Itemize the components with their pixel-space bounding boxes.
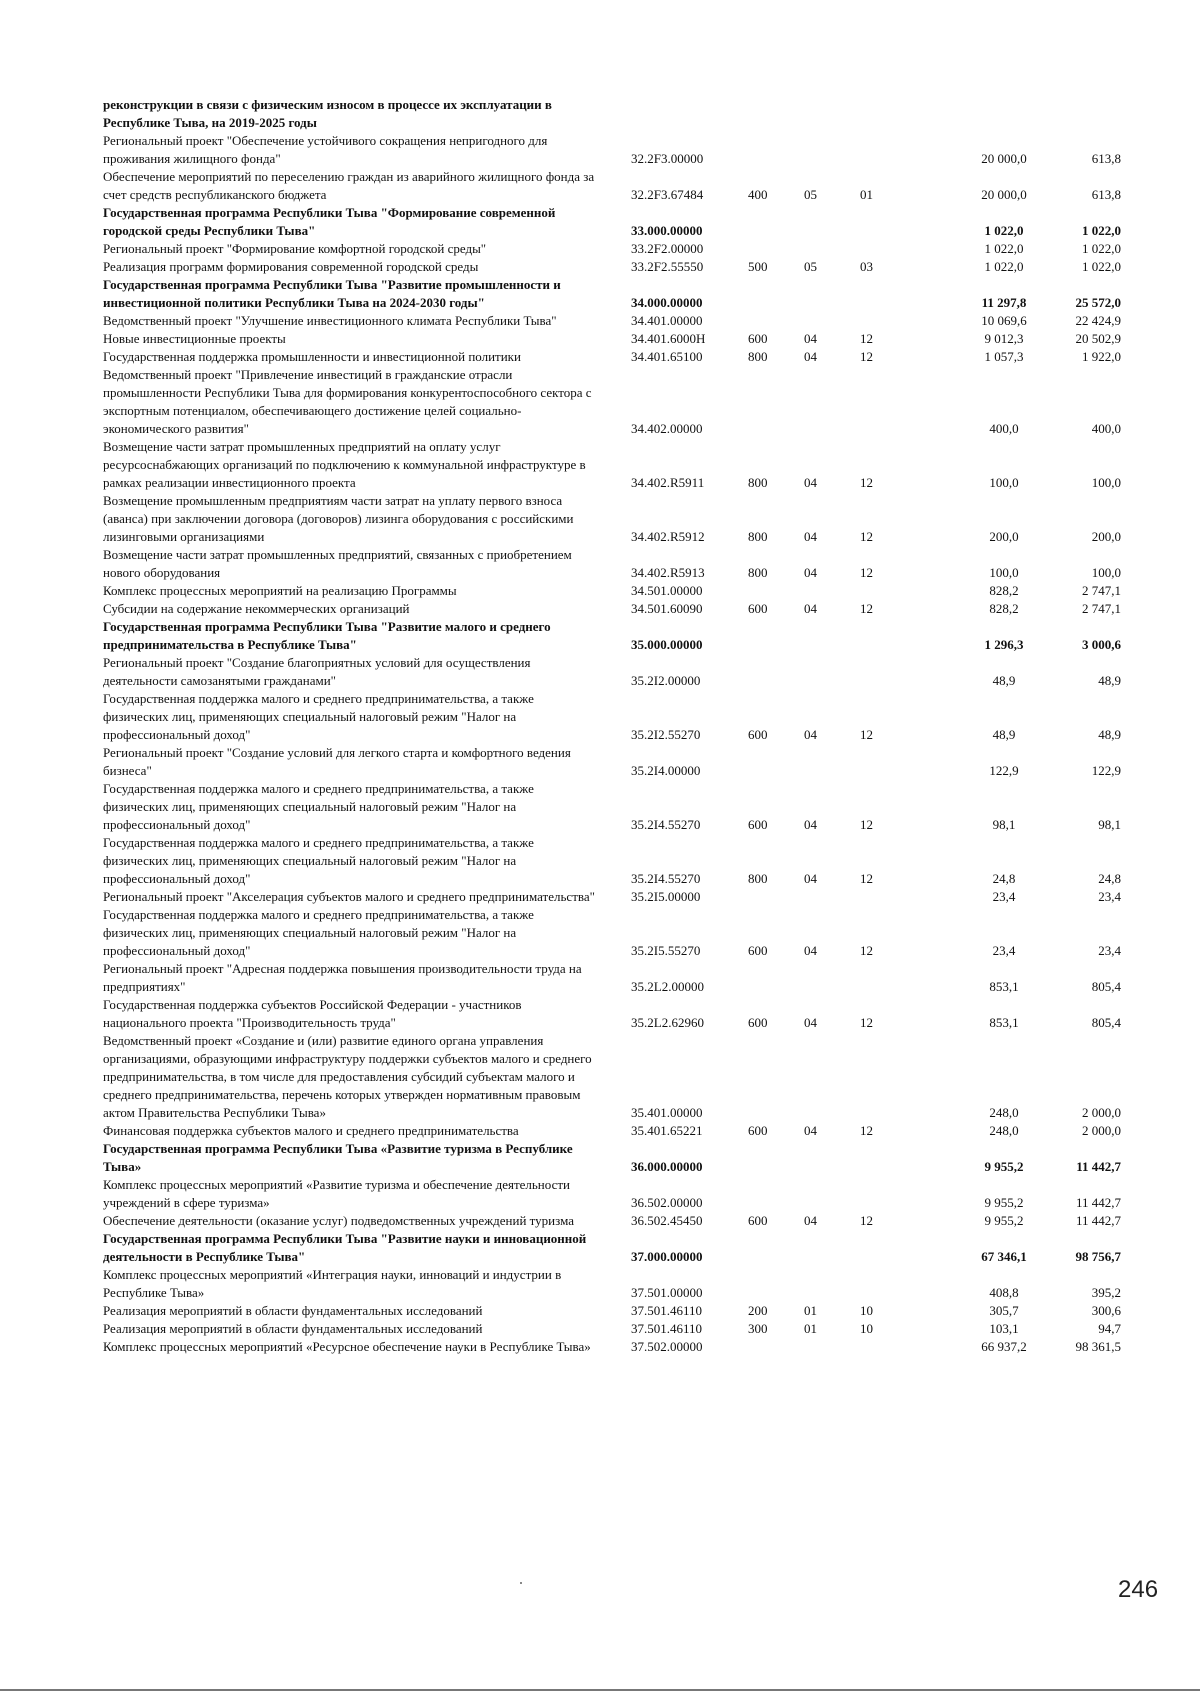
amount-year-2: 94,7 xyxy=(1098,1321,1121,1336)
section-code xyxy=(804,1140,860,1176)
subsection-code xyxy=(860,96,958,132)
subsection-code: 12 xyxy=(860,475,873,490)
expense-type-code: 600 xyxy=(748,817,768,832)
table-row xyxy=(103,780,1143,834)
subsection-code: 10 xyxy=(860,1321,873,1336)
amount-year-1: 103,1 xyxy=(989,1321,1019,1336)
target-article-code: 34.402.R5912 xyxy=(631,529,705,544)
amount-year-2: 100,0 xyxy=(1091,565,1121,580)
target-article-code: 35.2I4.55270 xyxy=(631,871,701,886)
row-name: Региональный проект "Обеспечение устойчивого сокращения непригодного для проживания жилищного фонда" xyxy=(103,133,548,166)
amount-year-2: 805,4 xyxy=(1091,1015,1121,1030)
section-code xyxy=(804,204,860,240)
amount-year-1: 408,8 xyxy=(989,1285,1019,1300)
amount-year-2: 1 922,0 xyxy=(1082,349,1121,364)
target-article-code: 35.2I2.00000 xyxy=(631,673,701,688)
subsection-code xyxy=(860,1032,958,1122)
scan-artifact xyxy=(520,1582,522,1584)
target-article-code: 33.2F2.00000 xyxy=(631,241,704,256)
target-article-code: 34.401.65100 xyxy=(631,349,703,364)
amount-year-1: 24,8 xyxy=(992,871,1016,886)
expense-type-code: 500 xyxy=(748,259,768,274)
row-name: Региональный проект "Создание условий для легкого старта и комфортного ведения бизнеса" xyxy=(103,745,571,778)
page-bottom-edge xyxy=(0,1689,1200,1691)
amount-year-1: 1 022,0 xyxy=(984,259,1024,274)
target-article-code: 35.2I5.00000 xyxy=(631,889,701,904)
amount-year-1: 9 955,2 xyxy=(984,1195,1024,1210)
target-article-code: 34.402.00000 xyxy=(631,421,703,436)
table-row xyxy=(103,546,1143,582)
amount-year-2: 11 442,7 xyxy=(1075,1195,1121,1210)
target-article-code: 35.2I4.55270 xyxy=(631,817,701,832)
row-name: Реализация программ формирования современной городской среды xyxy=(103,259,479,274)
amount-year-2: 2 747,1 xyxy=(1082,583,1121,598)
amount-year-2: 122,9 xyxy=(1091,763,1121,778)
section-code: 01 xyxy=(804,1303,817,1318)
amount-year-2: 3 000,6 xyxy=(1082,637,1121,652)
expense-type-code: 800 xyxy=(748,871,768,886)
table-body xyxy=(103,96,1143,1356)
subsection-code xyxy=(860,618,958,654)
row-name: Возмещение промышленным предприятиям части затрат на уплату первого взноса (аванса) при заключении договора (договоров) лизинга оборудования с российскими лизинговыми организациями xyxy=(103,493,574,544)
target-article-code: 34.402.R5911 xyxy=(631,475,705,490)
row-name: Государственная программа Республики Тыва «Развитие туризма в Республике Тыва» xyxy=(103,1141,573,1174)
expense-type-code xyxy=(748,1266,804,1302)
table-row xyxy=(103,1302,1143,1320)
amount-year-2: 400,0 xyxy=(1091,421,1121,436)
expense-type-code xyxy=(748,618,804,654)
target-article-code: 34.402.R5913 xyxy=(631,565,705,580)
subsection-code: 12 xyxy=(860,1123,873,1138)
amount-year-1: 23,4 xyxy=(992,889,1016,904)
amount-year-2: 11 442,7 xyxy=(1076,1159,1121,1174)
section-code xyxy=(804,888,860,906)
table-row xyxy=(103,600,1143,618)
expense-type-code xyxy=(748,888,804,906)
amount-year-1: 20 000,0 xyxy=(981,151,1027,166)
subsection-code: 12 xyxy=(860,943,873,958)
table-row xyxy=(103,1140,1143,1176)
amount-year-2: 200,0 xyxy=(1091,529,1121,544)
section-code: 04 xyxy=(804,943,817,958)
section-code xyxy=(804,96,860,132)
table-row xyxy=(103,438,1143,492)
target-article-code: 37.502.00000 xyxy=(631,1339,703,1354)
section-code: 01 xyxy=(804,1321,817,1336)
row-name: Реализация мероприятий в области фундаментальных исследований xyxy=(103,1303,483,1318)
subsection-code: 12 xyxy=(860,1015,873,1030)
subsection-code xyxy=(860,960,958,996)
target-article-code: 37.000.00000 xyxy=(631,1249,703,1264)
table-row xyxy=(103,654,1143,690)
expense-type-code: 200 xyxy=(748,1303,768,1318)
amount-year-2: 24,8 xyxy=(1098,871,1121,886)
amount-year-2: 613,8 xyxy=(1091,151,1121,166)
amount-year-2: 1 022,0 xyxy=(1082,241,1121,256)
subsection-code xyxy=(860,1230,958,1266)
expense-type-code xyxy=(748,240,804,258)
target-article-code: 34.501.60090 xyxy=(631,601,703,616)
table-row xyxy=(103,1176,1143,1212)
amount-year-2: 805,4 xyxy=(1091,979,1121,994)
row-name: Государственная программа Республики Тыва "Формирование современной городской среды Республики Тыва" xyxy=(103,205,556,238)
section-code xyxy=(804,312,860,330)
target-article-code: 34.401.00000 xyxy=(631,313,703,328)
subsection-code: 01 xyxy=(860,187,873,202)
amount-year-2: 613,8 xyxy=(1091,187,1121,202)
target-article-code: 32.2F3.00000 xyxy=(631,151,704,166)
subsection-code xyxy=(860,744,958,780)
amount-year-1: 1 022,0 xyxy=(984,223,1024,238)
amount-year-1: 10 069,6 xyxy=(981,313,1027,328)
subsection-code: 12 xyxy=(860,727,873,742)
subsection-code: 12 xyxy=(860,601,873,616)
section-code: 04 xyxy=(804,349,817,364)
section-code xyxy=(804,1266,860,1302)
table-row xyxy=(103,312,1143,330)
table-row xyxy=(103,690,1143,744)
amount-year-2: 98 361,5 xyxy=(1075,1339,1121,1354)
table-row xyxy=(103,366,1143,438)
expense-type-code: 800 xyxy=(748,529,768,544)
expense-type-code xyxy=(748,1230,804,1266)
budget-table xyxy=(103,96,1143,1356)
target-article-code: 35.000.00000 xyxy=(631,637,703,652)
section-code: 04 xyxy=(804,1123,817,1138)
section-code: 04 xyxy=(804,601,817,616)
section-code xyxy=(804,1230,860,1266)
expense-type-code xyxy=(748,366,804,438)
table-row xyxy=(103,1230,1143,1266)
subsection-code: 12 xyxy=(860,817,873,832)
target-article-code: 33.2F2.55550 xyxy=(631,259,704,274)
section-code: 04 xyxy=(804,727,817,742)
subsection-code xyxy=(860,1338,958,1356)
target-article-code: 35.401.00000 xyxy=(631,1105,703,1120)
target-article-code: 35.2I5.55270 xyxy=(631,943,701,958)
subsection-code xyxy=(860,888,958,906)
expense-type-code: 600 xyxy=(748,601,768,616)
section-code: 05 xyxy=(804,187,817,202)
amount-year-1: 1 022,0 xyxy=(984,241,1024,256)
table-row xyxy=(103,348,1143,366)
row-name: Государственная программа Республики Тыва "Развитие промышленности и инвестиционной политики Республики Тыва на 2024-2030 годы" xyxy=(103,277,561,310)
target-article-code xyxy=(623,96,748,132)
amount-year-2: 2 000,0 xyxy=(1082,1123,1121,1138)
amount-year-1: 23,4 xyxy=(992,943,1016,958)
amount-year-2: 98,1 xyxy=(1098,817,1121,832)
target-article-code: 35.2L2.00000 xyxy=(631,979,704,994)
row-name: Государственная поддержка промышленности и инвестиционной политики xyxy=(103,349,521,364)
expense-type-code xyxy=(748,1032,804,1122)
amount-year-1: 122,9 xyxy=(989,763,1019,778)
row-name: Региональный проект "Создание благоприятных условий для осуществления деятельности самозанятыми гражданами" xyxy=(103,655,531,688)
section-code xyxy=(804,618,860,654)
row-name: Государственная программа Республики Тыва "Развитие науки и инновационной деятельности в Республике Тыва" xyxy=(103,1231,587,1264)
expense-type-code: 800 xyxy=(748,349,768,364)
amount-year-2: 1 022,0 xyxy=(1082,223,1121,238)
subsection-code: 03 xyxy=(860,259,873,274)
amount-year-1: 98,1 xyxy=(992,817,1016,832)
amount-year-2 xyxy=(1050,96,1143,132)
amount-year-1: 9 012,3 xyxy=(984,331,1024,346)
section-code xyxy=(804,1032,860,1122)
expense-type-code xyxy=(748,276,804,312)
amount-year-1: 853,1 xyxy=(989,979,1019,994)
subsection-code xyxy=(860,1266,958,1302)
amount-year-1: 48,9 xyxy=(992,673,1016,688)
amount-year-1: 9 955,2 xyxy=(984,1213,1024,1228)
target-article-code: 37.501.46110 xyxy=(631,1321,703,1336)
table-row xyxy=(103,132,1143,168)
target-article-code: 32.2F3.67484 xyxy=(631,187,704,202)
row-name: Новые инвестиционные проекты xyxy=(103,331,286,346)
expense-type-code: 300 xyxy=(748,1321,768,1336)
table-row xyxy=(103,618,1143,654)
section-code: 04 xyxy=(804,331,817,346)
expense-type-code: 800 xyxy=(748,565,768,580)
amount-year-2: 20 502,9 xyxy=(1075,331,1121,346)
row-name: Обеспечение деятельности (оказание услуг) подведомственных учреждений туризма xyxy=(103,1213,574,1228)
subsection-code xyxy=(860,654,958,690)
subsection-code xyxy=(860,582,958,600)
row-name: Государственная поддержка малого и среднего предпринимательства, а также физических лиц, применяющих специальный налоговый режим "Налог на профессиональный доход" xyxy=(103,781,534,832)
amount-year-1: 48,9 xyxy=(992,727,1016,742)
amount-year-2: 23,4 xyxy=(1098,943,1121,958)
row-name: Ведомственный проект «Создание и (или) развитие единого органа управления организациями, образующими инфраструктуру поддержки субъектов малого и среднего предпринимательства, в том числе для предоставления субсидий субъектам малого и среднего предпринимательства, перечень которых утвержден нормативным правовым актом Правительства Республики Тыва» xyxy=(103,1033,592,1120)
amount-year-1: 248,0 xyxy=(989,1123,1019,1138)
subsection-code xyxy=(860,1176,958,1212)
expense-type-code: 600 xyxy=(748,1213,768,1228)
amount-year-1: 1 296,3 xyxy=(984,637,1024,652)
amount-year-2: 48,9 xyxy=(1098,673,1121,688)
table-row xyxy=(103,204,1143,240)
expense-type-code xyxy=(748,1176,804,1212)
amount-year-1: 828,2 xyxy=(989,583,1019,598)
subsection-code xyxy=(860,132,958,168)
target-article-code: 36.502.45450 xyxy=(631,1213,703,1228)
amount-year-1: 67 346,1 xyxy=(981,1249,1027,1264)
expense-type-code xyxy=(748,654,804,690)
section-code xyxy=(804,276,860,312)
amount-year-2: 1 022,0 xyxy=(1082,259,1121,274)
row-name: Финансовая поддержка субъектов малого и среднего предпринимательства xyxy=(103,1123,519,1138)
target-article-code: 35.2I2.55270 xyxy=(631,727,701,742)
subsection-code xyxy=(860,1140,958,1176)
expense-type-code xyxy=(748,96,804,132)
target-article-code: 35.2I4.00000 xyxy=(631,763,701,778)
target-article-code: 37.501.46110 xyxy=(631,1303,703,1318)
row-name: Ведомственный проект "Привлечение инвестиций в гражданские отрасли промышленности Республики Тыва для формирования конкурентоспособного сектора с экспортным потенциалом, обеспечивающего достижение целей социально-экономического развития" xyxy=(103,367,592,436)
subsection-code: 12 xyxy=(860,565,873,580)
subsection-code xyxy=(860,276,958,312)
section-code: 04 xyxy=(804,475,817,490)
row-name: Субсидии на содержание некоммерческих организаций xyxy=(103,601,410,616)
row-name: Комплекс процессных мероприятий «Ресурсное обеспечение науки в Республике Тыва» xyxy=(103,1339,591,1354)
amount-year-1: 100,0 xyxy=(989,565,1019,580)
section-code: 05 xyxy=(804,259,817,274)
expense-type-code xyxy=(748,1338,804,1356)
section-code: 04 xyxy=(804,529,817,544)
amount-year-2: 395,2 xyxy=(1091,1285,1121,1300)
target-article-code: 34.401.6000Н xyxy=(631,331,706,346)
expense-type-code xyxy=(748,312,804,330)
amount-year-1: 100,0 xyxy=(989,475,1019,490)
section-code: 04 xyxy=(804,1015,817,1030)
subsection-code: 12 xyxy=(860,331,873,346)
subsection-code xyxy=(860,312,958,330)
row-name: Региональный проект "Акселерация субъектов малого и среднего предпринимательства" xyxy=(103,889,595,904)
table-row xyxy=(103,330,1143,348)
amount-year-2: 300,6 xyxy=(1091,1303,1121,1318)
table-row xyxy=(103,168,1143,204)
row-name: Государственная поддержка малого и среднего предпринимательства, а также физических лиц, применяющих специальный налоговый режим "Налог на профессиональный доход" xyxy=(103,907,534,958)
amount-year-1 xyxy=(958,96,1050,132)
table-row xyxy=(103,258,1143,276)
expense-type-code xyxy=(748,204,804,240)
row-name: Государственная программа Республики Тыва "Развитие малого и среднего предпринимательства в Республике Тыва" xyxy=(103,619,551,652)
table-row xyxy=(103,996,1143,1032)
amount-year-1: 20 000,0 xyxy=(981,187,1027,202)
section-code: 04 xyxy=(804,1213,817,1228)
row-name: Государственная поддержка малого и среднего предпринимательства, а также физических лиц, применяющих специальный налоговый режим "Налог на профессиональный доход" xyxy=(103,835,534,886)
expense-type-code: 600 xyxy=(748,1015,768,1030)
target-article-code: 33.000.00000 xyxy=(631,223,703,238)
table-row xyxy=(103,240,1143,258)
amount-year-2: 2 000,0 xyxy=(1082,1105,1121,1120)
section-code: 04 xyxy=(804,565,817,580)
amount-year-2: 25 572,0 xyxy=(1075,295,1121,310)
amount-year-2: 23,4 xyxy=(1098,889,1121,904)
table-row xyxy=(103,1212,1143,1230)
section-code: 04 xyxy=(804,871,817,886)
table-row xyxy=(103,1266,1143,1302)
table-row xyxy=(103,960,1143,996)
expense-type-code xyxy=(748,960,804,996)
target-article-code: 36.502.00000 xyxy=(631,1195,703,1210)
amount-year-1: 9 955,2 xyxy=(984,1159,1024,1174)
section-code xyxy=(804,654,860,690)
amount-year-1: 305,7 xyxy=(989,1303,1019,1318)
target-article-code: 34.000.00000 xyxy=(631,295,703,310)
row-name: Государственная поддержка субъектов Российской Федерации - участников национального проекта "Производительность труда" xyxy=(103,997,522,1030)
expense-type-code: 400 xyxy=(748,187,768,202)
row-name: Обеспечение мероприятий по переселению граждан из аварийного жилищного фонда за счет средств республиканского бюджета xyxy=(103,169,595,202)
table-row xyxy=(103,1122,1143,1140)
page-number: 246 xyxy=(1118,1576,1159,1603)
amount-year-1: 853,1 xyxy=(989,1015,1019,1030)
expense-type-code xyxy=(748,132,804,168)
subsection-code: 10 xyxy=(860,1303,873,1318)
expense-type-code: 600 xyxy=(748,1123,768,1138)
amount-year-2: 2 747,1 xyxy=(1082,601,1121,616)
amount-year-1: 828,2 xyxy=(989,601,1019,616)
target-article-code: 36.000.00000 xyxy=(631,1159,703,1174)
target-article-code: 37.501.00000 xyxy=(631,1285,703,1300)
subsection-code xyxy=(860,240,958,258)
expense-type-code: 600 xyxy=(748,943,768,958)
section-code xyxy=(804,366,860,438)
target-article-code: 35.2L2.62960 xyxy=(631,1015,704,1030)
expense-type-code: 800 xyxy=(748,475,768,490)
subsection-code xyxy=(860,204,958,240)
amount-year-1: 248,0 xyxy=(989,1105,1019,1120)
row-name: Комплекс процессных мероприятий «Интеграция науки, инноваций и индустрии в Республике Тыва» xyxy=(103,1267,562,1300)
section-code xyxy=(804,744,860,780)
table-row xyxy=(103,96,1143,132)
row-name: Региональный проект "Адресная поддержка повышения производительности труда на предприятиях" xyxy=(103,961,582,994)
subsection-code xyxy=(860,366,958,438)
table-row xyxy=(103,1338,1143,1356)
table-row xyxy=(103,906,1143,960)
row-name: реконструкции в связи с физическим износом в процессе их эксплуатации в Республике Тыва, на 2019-2025 годы xyxy=(103,97,552,130)
section-code xyxy=(804,240,860,258)
subsection-code: 12 xyxy=(860,529,873,544)
table-row xyxy=(103,744,1143,780)
row-name: Возмещение части затрат промышленных предприятий на оплату услуг ресурсоснабжающих организаций по подключению к коммунальной инфраструктуре в рамках реализации инвестиционного проекта xyxy=(103,439,586,490)
table-row xyxy=(103,276,1143,312)
amount-year-1: 400,0 xyxy=(989,421,1019,436)
amount-year-2: 98 756,7 xyxy=(1075,1249,1121,1264)
expense-type-code xyxy=(748,744,804,780)
expense-type-code: 600 xyxy=(748,331,768,346)
table-row xyxy=(103,582,1143,600)
expense-type-code xyxy=(748,1140,804,1176)
row-name: Государственная поддержка малого и среднего предпринимательства, а также физических лиц, применяющих специальный налоговый режим "Налог на профессиональный доход" xyxy=(103,691,534,742)
row-name: Комплекс процессных мероприятий на реализацию Программы xyxy=(103,583,457,598)
section-code xyxy=(804,960,860,996)
section-code xyxy=(804,1176,860,1212)
target-article-code: 34.501.00000 xyxy=(631,583,703,598)
amount-year-2: 11 442,7 xyxy=(1075,1213,1121,1228)
amount-year-2: 22 424,9 xyxy=(1075,313,1121,328)
amount-year-1: 11 297,8 xyxy=(981,295,1027,310)
row-name: Комплекс процессных мероприятий «Развитие туризма и обеспечение деятельности учреждений в сфере туризма» xyxy=(103,1177,570,1210)
row-name: Ведомственный проект "Улучшение инвестиционного климата Республики Тыва" xyxy=(103,313,557,328)
table-row xyxy=(103,1032,1143,1122)
table-row xyxy=(103,492,1143,546)
amount-year-2: 48,9 xyxy=(1098,727,1121,742)
amount-year-2: 100,0 xyxy=(1091,475,1121,490)
target-article-code: 35.401.65221 xyxy=(631,1123,703,1138)
subsection-code: 12 xyxy=(860,871,873,886)
subsection-code: 12 xyxy=(860,349,873,364)
table-row xyxy=(103,888,1143,906)
table-row xyxy=(103,1320,1143,1338)
amount-year-1: 66 937,2 xyxy=(981,1339,1027,1354)
expense-type-code: 600 xyxy=(748,727,768,742)
section-code xyxy=(804,582,860,600)
row-name: Возмещение части затрат промышленных предприятий, связанных с приобретением нового оборудования xyxy=(103,547,572,580)
section-code xyxy=(804,132,860,168)
row-name: Реализация мероприятий в области фундаментальных исследований xyxy=(103,1321,483,1336)
row-name: Региональный проект "Формирование комфортной городской среды" xyxy=(103,241,487,256)
section-code xyxy=(804,1338,860,1356)
amount-year-1: 1 057,3 xyxy=(984,349,1024,364)
amount-year-1: 200,0 xyxy=(989,529,1019,544)
section-code: 04 xyxy=(804,817,817,832)
table-row xyxy=(103,834,1143,888)
subsection-code: 12 xyxy=(860,1213,873,1228)
expense-type-code xyxy=(748,582,804,600)
